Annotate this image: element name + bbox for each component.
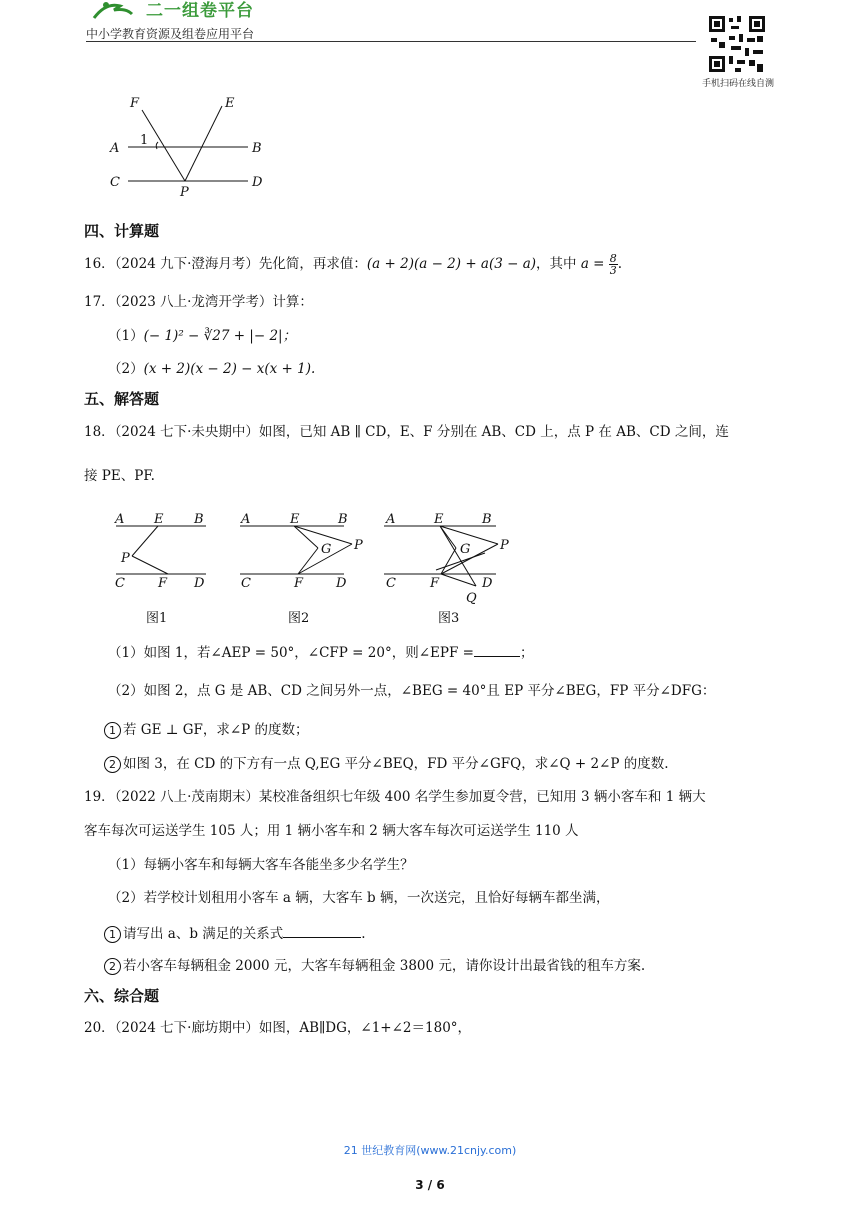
question-20: 20．（2024 七下·廊坊期中）如图，AB∥DG，∠1+∠2＝180°，: [84, 1020, 472, 1036]
q19-part-1: （1）每辆小客车和每辆大客车各能坐多少名学生？: [108, 857, 414, 873]
question-18: 18．（2024 七下·未央期中）如图，已知 AB ∥ CD，E、F 分别在 AB、CD 上，点 P 在 AB、CD 之间，连: [84, 424, 729, 440]
header-subtitle: 中小学教育资源及组卷应用平台: [86, 27, 255, 41]
section-heading-answer: 五、解答题: [84, 390, 160, 408]
q18-figures: [108, 506, 528, 630]
svg-text:P: P: [500, 538, 509, 553]
svg-text:C: C: [241, 576, 251, 591]
svg-text:C: C: [386, 576, 396, 591]
svg-text:E: E: [434, 512, 444, 527]
svg-text:A: A: [241, 512, 251, 527]
caption-fig2: 图2: [288, 611, 310, 626]
question-19: 19．（2022 八上·茂南期末）某校准备组织七年级 400 名学生参加夏令营，已知用 3 辆小客车和 1 辆大: [84, 789, 706, 805]
label-A: A: [110, 141, 120, 156]
svg-text:B: B: [482, 512, 492, 527]
svg-text:G: G: [460, 542, 471, 557]
footer-link[interactable]: 21 世纪教育网(www.21cnjy.com): [343, 1144, 517, 1157]
label-F: F: [130, 96, 140, 111]
q18-figure-2: [240, 512, 363, 591]
svg-text:D: D: [194, 576, 205, 591]
header-divider: [86, 41, 696, 42]
label-P: P: [180, 185, 189, 200]
label-D: D: [252, 175, 263, 190]
answer-blank[interactable]: [283, 923, 361, 938]
q19-sub-2: 2 若小客车每辆租金 2000 元，大客车每辆租金 3800 元，请你设计出最省钱的租车方案.: [104, 956, 645, 976]
q18-sub-2: 2 如图 3，在 CD 的下方有一点 Q,EG 平分∠BEQ，FD 平分∠GFQ，求∠Q + 2∠P 的度数.: [104, 754, 669, 774]
qr-label: 手机扫码在线自测: [701, 79, 774, 89]
svg-text:F: F: [430, 576, 440, 591]
q18-part-1: （1）如图 1，若∠AEP = 50°，∠CFP = 20°，则∠EPF = ；: [108, 642, 533, 663]
svg-text:E: E: [290, 512, 300, 527]
q17-part-1: （1）(− 1)² − ∛27 + |− 2|；: [108, 328, 297, 344]
svg-text:A: A: [115, 512, 125, 527]
q18-line-2: 接 PE、PF.: [84, 468, 155, 484]
svg-text:F: F: [294, 576, 304, 591]
svg-text:Q: Q: [466, 591, 477, 606]
q19-sub-1: 1 请写出 a、b 满足的关系式 .: [104, 923, 366, 944]
q17-part-2: （2）(x + 2)(x − 2) − x(x + 1).: [108, 361, 316, 377]
svg-text:F: F: [158, 576, 168, 591]
svg-text:A: A: [386, 512, 396, 527]
section-heading-comprehensive: 六、综合题: [84, 987, 160, 1005]
caption-fig1: 图1: [146, 611, 168, 626]
svg-text:D: D: [336, 576, 347, 591]
q15-figure: [100, 92, 280, 202]
q19-part-2: （2）若学校计划租用小客车 a 辆，大客车 b 辆，一次送完，且恰好每辆车都坐满，: [108, 890, 610, 906]
question-17: 17．（2023 八上·龙湾开学考）计算：: [84, 294, 313, 310]
q18-figure-1: [114, 512, 206, 591]
svg-text:E: E: [154, 512, 164, 527]
q18-figure-3: [384, 512, 509, 606]
svg-text:P: P: [121, 551, 130, 566]
qr-code-icon[interactable]: [707, 14, 767, 74]
question-16: 16．（2024 九下·澄海月考）先化简，再求值：(a + 2)(a − 2) + a(3 − a)，其中 a = $\frac{8}{3}$ .: [84, 252, 623, 277]
logo-text: 二一组卷平台: [146, 1, 254, 21]
fraction-8-3: $\frac{8}{3}$: [609, 252, 617, 277]
q18-sub-1: 1 若 GE ⊥ GF，求∠P 的度数；: [104, 720, 309, 740]
svg-text:P: P: [354, 538, 363, 553]
label-B: B: [252, 141, 262, 156]
svg-text:G: G: [321, 542, 332, 557]
caption-fig3: 图3: [438, 611, 460, 626]
page-number: 3 / 6: [415, 1178, 445, 1192]
svg-text:C: C: [115, 576, 125, 591]
label-angle-1: 1: [140, 133, 149, 148]
q18-part-2: （2）如图 2，点 G 是 AB、CD 之间另外一点，∠BEG = 40°且 EP 平分∠BEG，FP 平分∠DFG：: [108, 683, 716, 699]
label-C: C: [110, 175, 120, 190]
label-E: E: [225, 96, 235, 111]
svg-text:B: B: [338, 512, 348, 527]
section-heading-calc: 四、计算题: [84, 222, 160, 240]
answer-blank[interactable]: [474, 642, 520, 657]
svg-text:B: B: [194, 512, 204, 527]
q19-line-2: 客车每次可运送学生 105 人；用 1 辆小客车和 2 辆大客车每次可运送学生 110 人: [84, 823, 579, 839]
svg-text:D: D: [482, 576, 493, 591]
